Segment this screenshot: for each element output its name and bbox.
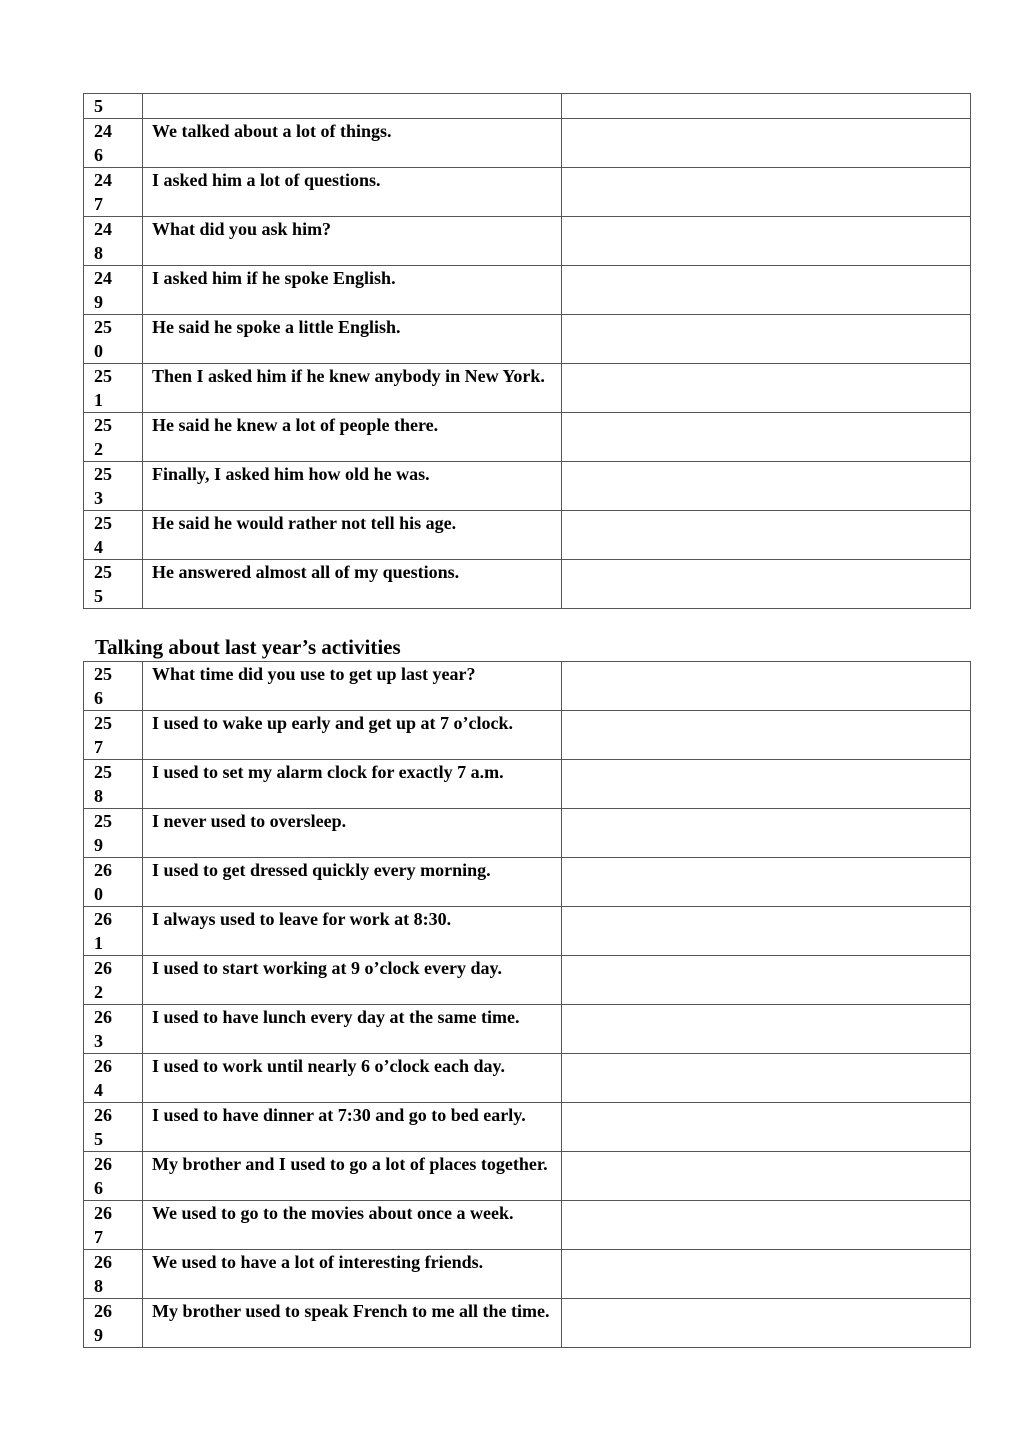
sentence-number-line-2: 9 xyxy=(94,292,103,312)
sentence-table-2 xyxy=(83,661,971,1348)
answer-cell[interactable] xyxy=(562,1005,971,1054)
sentence-text: He answered almost all of my questions. xyxy=(143,560,562,609)
sentence-number xyxy=(84,858,143,907)
table-row xyxy=(84,809,971,858)
table-row xyxy=(84,907,971,956)
table-row xyxy=(84,462,971,511)
sentence-text: What did you ask him? xyxy=(143,217,562,266)
sentence-number xyxy=(84,760,143,809)
sentence-text: I always used to leave for work at 8:30. xyxy=(143,907,562,956)
answer-cell[interactable] xyxy=(562,1054,971,1103)
sentence-text: We used to go to the movies about once a week. xyxy=(143,1201,562,1250)
sentence-number-line-1: 25 xyxy=(94,366,112,386)
sentence-number xyxy=(84,266,143,315)
sentence-number-line-2: 5 xyxy=(94,1129,103,1149)
sentence-text: I never used to oversleep. xyxy=(143,809,562,858)
sentence-text: I used to wake up early and get up at 7 o’clock. xyxy=(143,711,562,760)
sentence-number xyxy=(84,511,143,560)
table-row xyxy=(84,1054,971,1103)
sentence-number xyxy=(84,94,143,119)
table-row xyxy=(84,315,971,364)
sentence-number-line-2: 6 xyxy=(94,1178,103,1198)
sentence-number-line-2: 3 xyxy=(94,1031,103,1051)
answer-cell[interactable] xyxy=(562,217,971,266)
answer-cell[interactable] xyxy=(562,364,971,413)
sentence-text: I used to set my alarm clock for exactly 7 a.m. xyxy=(143,760,562,809)
answer-cell[interactable] xyxy=(562,1103,971,1152)
sentence-number-line-1: 25 xyxy=(94,713,112,733)
sentence-number-line-1: 25 xyxy=(94,762,112,782)
sentence-number xyxy=(84,560,143,609)
sentence-number-line-1: 24 xyxy=(94,121,112,141)
sentence-text: I used to start working at 9 o’clock every day. xyxy=(143,956,562,1005)
answer-cell[interactable] xyxy=(562,560,971,609)
answer-cell[interactable] xyxy=(562,1201,971,1250)
answer-cell[interactable] xyxy=(562,168,971,217)
sentence-number-line-2: 2 xyxy=(94,439,103,459)
answer-cell[interactable] xyxy=(562,760,971,809)
sentence-number-line-2: 7 xyxy=(94,194,103,214)
sentence-number-line-1: 25 xyxy=(94,664,112,684)
answer-cell[interactable] xyxy=(562,511,971,560)
answer-cell[interactable] xyxy=(562,1299,971,1348)
sentence-number-line-2: 9 xyxy=(94,1325,103,1345)
sentence-number-line-2: 9 xyxy=(94,835,103,855)
table-row xyxy=(84,413,971,462)
sentence-number-line-2: 5 xyxy=(94,586,103,606)
sentence-number-line-1: 25 xyxy=(94,464,112,484)
sentence-text: I used to have dinner at 7:30 and go to bed early. xyxy=(143,1103,562,1152)
sentence-number-line-1: 26 xyxy=(94,909,112,929)
table-row xyxy=(84,560,971,609)
sentence-text: I asked him a lot of questions. xyxy=(143,168,562,217)
sentence-text: Then I asked him if he knew anybody in New York. xyxy=(143,364,562,413)
table-row xyxy=(84,1005,971,1054)
table-row xyxy=(84,119,971,168)
sentence-number xyxy=(84,315,143,364)
sentence-number xyxy=(84,364,143,413)
sentence-number-line-1: 26 xyxy=(94,1252,112,1272)
sentence-text: We talked about a lot of things. xyxy=(143,119,562,168)
sentence-number xyxy=(84,1005,143,1054)
sentence-number-line-1: 26 xyxy=(94,1056,112,1076)
answer-cell[interactable] xyxy=(562,956,971,1005)
sentence-text: He said he would rather not tell his age. xyxy=(143,511,562,560)
sentence-number-line-2: 6 xyxy=(94,145,103,165)
table-row xyxy=(84,956,971,1005)
sentence-table-1 xyxy=(83,93,971,609)
sentence-number-line-2: 8 xyxy=(94,786,103,806)
sentence-text: My brother used to speak French to me all the time. xyxy=(143,1299,562,1348)
sentence-number xyxy=(84,1054,143,1103)
table-row xyxy=(84,94,971,119)
sentence-text: I used to work until nearly 6 o’clock each day. xyxy=(143,1054,562,1103)
sentence-text xyxy=(143,94,562,119)
sentence-number-line-1: 26 xyxy=(94,1154,112,1174)
table-row xyxy=(84,1250,971,1299)
sentence-number xyxy=(84,1299,143,1348)
sentence-number xyxy=(84,907,143,956)
table-row xyxy=(84,511,971,560)
sentence-number-line-1: 26 xyxy=(94,958,112,978)
sentence-text: I used to get dressed quickly every morning. xyxy=(143,858,562,907)
sentence-number-line-2: 8 xyxy=(94,243,103,263)
answer-cell[interactable] xyxy=(562,907,971,956)
sentence-number-line-1: 24 xyxy=(94,268,112,288)
sentence-number-line-2: 0 xyxy=(94,341,103,361)
table-row xyxy=(84,168,971,217)
sentence-number-line-1: 25 xyxy=(94,562,112,582)
sentence-number xyxy=(84,462,143,511)
sentence-number-line-1: 25 xyxy=(94,415,112,435)
answer-cell[interactable] xyxy=(562,119,971,168)
answer-cell[interactable] xyxy=(562,315,971,364)
sentence-text: Finally, I asked him how old he was. xyxy=(143,462,562,511)
answer-cell[interactable] xyxy=(562,413,971,462)
sentence-number-line-1: 24 xyxy=(94,170,112,190)
table-row xyxy=(84,711,971,760)
sentence-number xyxy=(84,217,143,266)
answer-cell[interactable] xyxy=(562,662,971,711)
sentence-number-line-2: 3 xyxy=(94,488,103,508)
table-row xyxy=(84,1299,971,1348)
table-row xyxy=(84,1201,971,1250)
sentence-number xyxy=(84,1250,143,1299)
sentence-number-line-1: 26 xyxy=(94,1007,112,1027)
sentence-text: I used to have lunch every day at the same time. xyxy=(143,1005,562,1054)
sentence-number-line-2: 1 xyxy=(94,390,103,410)
answer-cell[interactable] xyxy=(562,711,971,760)
section-heading: Talking about last year’s activities xyxy=(95,635,401,659)
table-row xyxy=(84,858,971,907)
table-row xyxy=(84,364,971,413)
sentence-text: He said he knew a lot of people there. xyxy=(143,413,562,462)
answer-cell[interactable] xyxy=(562,809,971,858)
table-row xyxy=(84,760,971,809)
sentence-text: He said he spoke a little English. xyxy=(143,315,562,364)
sentence-number-line-2: 0 xyxy=(94,884,103,904)
worksheet xyxy=(83,93,971,1348)
sentence-number xyxy=(84,1152,143,1201)
sentence-number-line-1: 25 xyxy=(94,317,112,337)
table-row xyxy=(84,217,971,266)
sentence-number-line-2: 4 xyxy=(94,537,103,557)
sentence-number-line-1: 24 xyxy=(94,219,112,239)
sentence-number-line-2: 2 xyxy=(94,982,103,1002)
sentence-number xyxy=(84,413,143,462)
sentence-number-line-1: 26 xyxy=(94,1105,112,1125)
sentence-number-line-2: 7 xyxy=(94,1227,103,1247)
answer-cell[interactable] xyxy=(562,1152,971,1201)
sentence-number-line-1: 26 xyxy=(94,860,112,880)
sentence-table-2-body xyxy=(84,662,971,1348)
sentence-text: What time did you use to get up last year? xyxy=(143,662,562,711)
answer-cell[interactable] xyxy=(562,1250,971,1299)
sentence-number xyxy=(84,1201,143,1250)
sentence-number-line-2: 7 xyxy=(94,737,103,757)
sentence-number-line-1: 25 xyxy=(94,513,112,533)
sentence-number xyxy=(84,1103,143,1152)
sentence-number-line-2: 4 xyxy=(94,1080,103,1100)
sentence-table-1-body xyxy=(84,94,971,609)
table-row xyxy=(84,266,971,315)
sentence-number-line-1: 26 xyxy=(94,1203,112,1223)
sentence-number-line-2: 1 xyxy=(94,933,103,953)
sentence-number xyxy=(84,956,143,1005)
sentence-number-line-2: 8 xyxy=(94,1276,103,1296)
sentence-number-line-1: 25 xyxy=(94,811,112,831)
answer-cell[interactable] xyxy=(562,858,971,907)
sentence-number-line-1: 5 xyxy=(94,96,103,116)
sentence-number xyxy=(84,662,143,711)
answer-cell[interactable] xyxy=(562,462,971,511)
sentence-text: I asked him if he spoke English. xyxy=(143,266,562,315)
table-row xyxy=(84,662,971,711)
table-row xyxy=(84,1103,971,1152)
sentence-number xyxy=(84,168,143,217)
sentence-number xyxy=(84,809,143,858)
sentence-number xyxy=(84,711,143,760)
answer-cell[interactable] xyxy=(562,266,971,315)
sentence-text: My brother and I used to go a lot of places together. xyxy=(143,1152,562,1201)
table-row xyxy=(84,1152,971,1201)
sentence-number xyxy=(84,119,143,168)
sentence-number-line-2: 6 xyxy=(94,688,103,708)
sentence-text: We used to have a lot of interesting friends. xyxy=(143,1250,562,1299)
answer-cell[interactable] xyxy=(562,94,971,119)
sentence-number-line-1: 26 xyxy=(94,1301,112,1321)
